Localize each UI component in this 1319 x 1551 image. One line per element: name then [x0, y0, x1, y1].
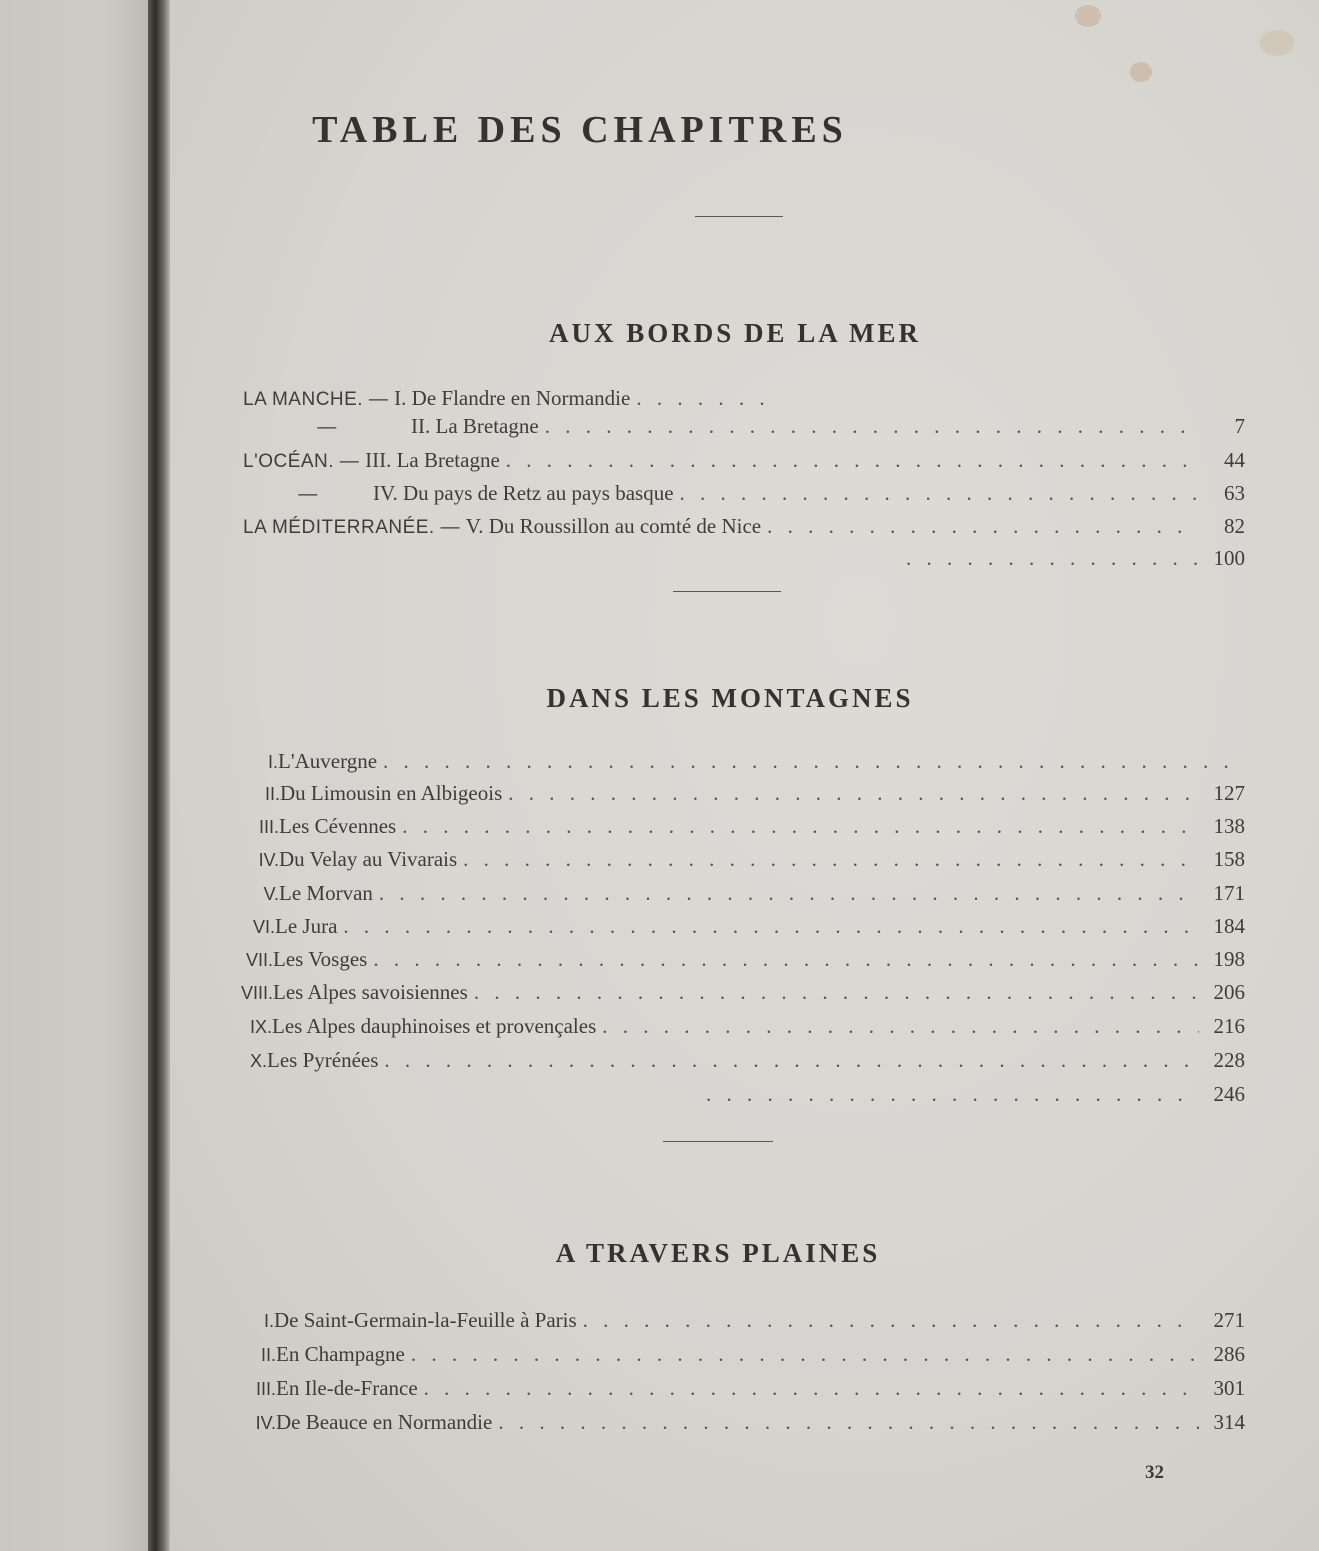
toc-roman-numeral: IX. — [249, 1017, 272, 1037]
section-rule — [663, 1141, 773, 1142]
toc-page-number: 63 — [1224, 481, 1245, 505]
toc-roman-numeral: IV. — [255, 1413, 276, 1433]
toc-page-number: 286 — [1213, 1342, 1245, 1366]
toc-entry-label: V. Du Roussillon au comté de Nice — [465, 514, 762, 538]
toc-entry-label: Les Vosges — [273, 947, 368, 971]
dot-leader — [474, 978, 1199, 1006]
toc-entry-label: En Champagne — [276, 1342, 405, 1366]
dot-leader — [379, 879, 1199, 907]
toc-entry-label: Les Alpes savoisiennes — [273, 980, 468, 1004]
toc-entry[interactable] — [243, 1046, 1245, 1074]
toc-roman-numeral: X. — [249, 1051, 267, 1071]
dot-leader — [906, 544, 1199, 572]
toc-page-number: 138 — [1213, 814, 1245, 838]
toc-entry[interactable] — [243, 446, 1245, 474]
toc-entry[interactable] — [243, 912, 1245, 940]
book-gutter — [148, 0, 170, 1551]
toc-entry-label: Du Velay au Vivarais — [279, 847, 458, 871]
toc-page-number: 100 — [1213, 546, 1245, 570]
toc-entry[interactable] — [258, 747, 1245, 775]
toc-roman-numeral: III. — [255, 1379, 276, 1399]
toc-entry[interactable] — [243, 384, 773, 412]
toc-roman-numeral: II. — [264, 784, 280, 804]
toc-entry[interactable] — [243, 845, 1245, 873]
toc-entry-prefix: — — [298, 484, 318, 505]
toc-entry-label: II. La Bretagne — [411, 414, 539, 438]
toc-page-number: 314 — [1213, 1410, 1245, 1434]
toc-entry[interactable] — [248, 1340, 1245, 1368]
toc-roman-numeral: VII. — [245, 950, 273, 970]
dot-leader — [384, 1046, 1199, 1074]
toc-page-number: 44 — [1224, 448, 1245, 472]
foxing-stain — [1130, 62, 1152, 82]
toc-entry-prefix: — — [317, 417, 337, 438]
toc-entry-label: Les Pyrénées — [267, 1048, 379, 1072]
dot-leader — [506, 446, 1199, 474]
toc-entry-prefix: L'OCÉAN. — — [243, 451, 366, 472]
toc-page-number: 82 — [1224, 514, 1245, 538]
toc-page-number: 228 — [1213, 1048, 1245, 1072]
dot-leader — [373, 945, 1199, 973]
toc-roman-numeral: VIII. — [240, 983, 273, 1003]
toc-roman-numeral: III. — [258, 817, 279, 837]
toc-roman-numeral: VI. — [252, 917, 275, 937]
toc-entry[interactable] — [244, 1408, 1245, 1436]
title-rule — [695, 216, 783, 217]
toc-entry-label: I. De Flandre en Normandie — [394, 386, 631, 410]
toc-entry-label: Les Cévennes — [279, 814, 397, 838]
toc-entry[interactable] — [243, 479, 1245, 507]
dot-leader — [602, 1012, 1199, 1040]
dot-leader — [636, 384, 767, 412]
dot-leader — [680, 479, 1199, 507]
toc-entry[interactable] — [243, 512, 1245, 540]
toc-entry-label: Le Morvan — [279, 881, 373, 905]
toc-entry[interactable] — [240, 1012, 1245, 1040]
toc-page-number: 7 — [1234, 414, 1245, 438]
section-title-montagnes: DANS LES MONTAGNES — [546, 683, 914, 713]
toc-entry-label: De Saint-Germain-la-Feuille à Paris — [274, 1308, 577, 1332]
dot-leader — [383, 747, 1239, 775]
dot-leader — [498, 1408, 1199, 1436]
toc-entry[interactable] — [250, 779, 1245, 807]
toc-roman-numeral: II. — [260, 1345, 276, 1365]
toc-entry[interactable] — [244, 1374, 1245, 1402]
toc-entry[interactable] — [243, 412, 1245, 440]
section-title-mer: AUX BORDS DE LA MER — [548, 318, 922, 348]
toc-entry-prefix: LA MÉDITERRANÉE. — — [243, 517, 466, 538]
toc-entry[interactable] — [229, 978, 1245, 1006]
toc-page-number: 158 — [1213, 847, 1245, 871]
dot-leader — [583, 1306, 1199, 1334]
toc-page-number: 301 — [1213, 1376, 1245, 1400]
toc-entry-label: Les Alpes dauphinoises et provençales — [272, 1014, 597, 1038]
section-title-plaines: A TRAVERS PLAINES — [555, 1238, 881, 1268]
dot-leader — [343, 912, 1199, 940]
dot-leader — [463, 845, 1199, 873]
dot-leader — [706, 1080, 1199, 1108]
dot-leader — [411, 1340, 1199, 1368]
toc-entry-label: IV. Du pays de Retz au pays basque — [373, 481, 674, 505]
dot-leader — [545, 412, 1199, 440]
toc-roman-numeral: V. — [263, 884, 279, 904]
dot-leader — [424, 1374, 1199, 1402]
toc-entry-label: En Ile-de-France — [276, 1376, 418, 1400]
toc-entry[interactable] — [900, 544, 1245, 572]
toc-entry-label: De Beauce en Normandie — [276, 1410, 493, 1434]
toc-entry-label: Le Jura — [275, 914, 338, 938]
toc-page-number: 171 — [1213, 881, 1245, 905]
toc-entry-prefix: LA MANCHE. — — [243, 389, 395, 410]
toc-page-number: 184 — [1213, 914, 1245, 938]
dot-leader — [402, 812, 1199, 840]
toc-entry[interactable] — [252, 1306, 1245, 1334]
toc-entry-label: L'Auvergne — [278, 749, 378, 773]
toc-entry[interactable] — [700, 1080, 1245, 1108]
toc-entry-label: Du Limousin en Albigeois — [280, 781, 503, 805]
toc-roman-numeral: IV. — [258, 850, 279, 870]
toc-roman-numeral: I. — [267, 752, 278, 772]
left-page-edge — [0, 0, 150, 1551]
page-title: TABLE DES CHAPITRES — [312, 109, 848, 151]
dot-leader — [508, 779, 1199, 807]
page-folio-number: 32 — [1145, 1462, 1164, 1483]
toc-roman-numeral: I. — [263, 1311, 274, 1331]
dot-leader — [767, 512, 1199, 540]
foxing-stain — [1075, 5, 1101, 27]
toc-page-number: 198 — [1213, 947, 1245, 971]
foxing-stain — [1260, 30, 1294, 56]
toc-page-number: 271 — [1213, 1308, 1245, 1332]
toc-entry[interactable] — [235, 945, 1245, 973]
toc-page-number: 246 — [1213, 1082, 1245, 1106]
toc-page-number: 127 — [1213, 781, 1245, 805]
toc-entry[interactable] — [243, 879, 1245, 907]
toc-page-number: 206 — [1213, 980, 1245, 1004]
toc-page-number: 216 — [1213, 1014, 1245, 1038]
section-rule — [673, 591, 781, 592]
toc-entry-label: III. La Bretagne — [365, 448, 500, 472]
toc-entry[interactable] — [243, 812, 1245, 840]
